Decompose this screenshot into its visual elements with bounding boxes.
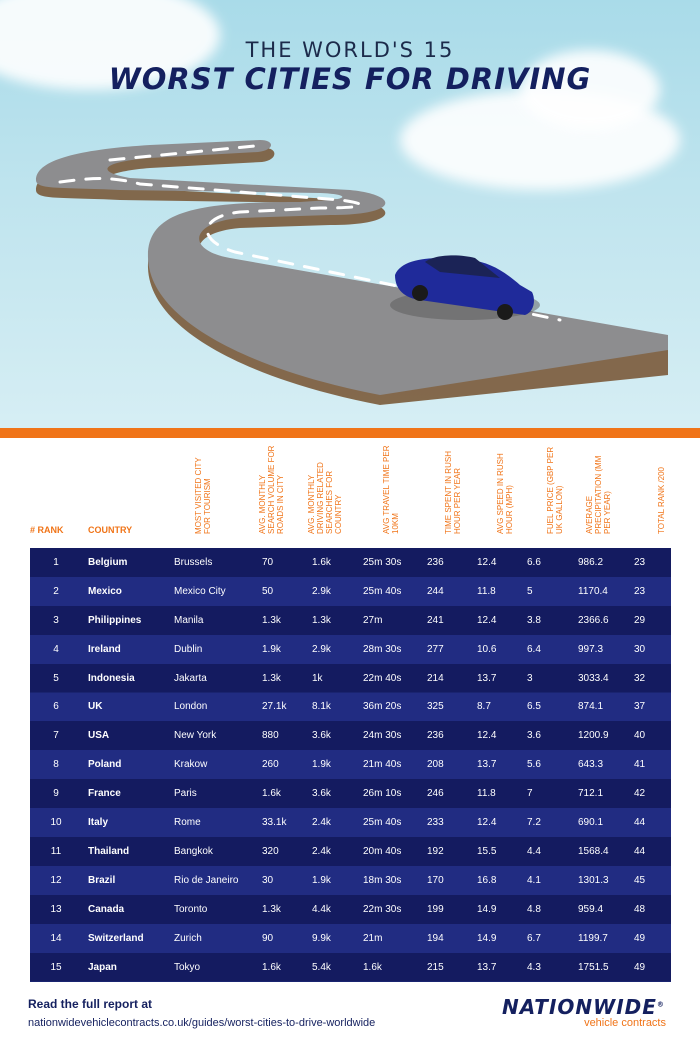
cell-rush-speed: 12.4 xyxy=(477,614,497,626)
cell-city: Tokyo xyxy=(174,961,201,973)
cell-travel: 28m 30s xyxy=(363,643,402,655)
cell-fuel: 4.8 xyxy=(527,903,541,915)
cell-fuel: 3 xyxy=(527,672,533,684)
cell-country: Canada xyxy=(88,903,125,915)
cell-total: 44 xyxy=(634,817,646,829)
cell-precip: 1301.3 xyxy=(578,874,609,886)
cell-driving: 9.9k xyxy=(312,932,331,944)
footer-title: Read the full report at xyxy=(28,997,153,1011)
cell-rank: 3 xyxy=(53,614,59,626)
cell-country: Poland xyxy=(88,759,122,771)
cell-driving: 3.6k xyxy=(312,730,331,742)
logo-wordmark: NATIONWIDE® xyxy=(502,995,665,1019)
cell-rush-speed: 8.7 xyxy=(477,701,491,713)
cell-driving: 3.6k xyxy=(312,788,331,800)
cell-rank: 12 xyxy=(50,874,62,886)
cell-rank: 5 xyxy=(53,672,59,684)
cell-travel: 36m 20s xyxy=(363,701,402,713)
header-country: COUNTRY xyxy=(88,525,133,535)
cell-country: Italy xyxy=(88,817,109,829)
cell-total: 32 xyxy=(634,672,646,684)
cell-search: 1.3k xyxy=(262,614,281,626)
cell-rush-speed: 16.8 xyxy=(477,874,497,886)
cell-search: 1.6k xyxy=(262,788,281,800)
cell-rush-speed: 13.7 xyxy=(477,961,497,973)
table-row xyxy=(30,895,671,924)
cell-driving: 2.4k xyxy=(312,817,331,829)
cell-fuel: 3.6 xyxy=(527,730,541,742)
rankings-table xyxy=(30,548,671,982)
cell-rush-speed: 14.9 xyxy=(477,932,497,944)
cell-country: Brazil xyxy=(88,874,116,886)
cell-total: 49 xyxy=(634,932,646,944)
cell-driving: 1k xyxy=(312,672,323,684)
table-row xyxy=(30,779,671,808)
cell-total: 23 xyxy=(634,556,646,568)
cell-rush-time: 233 xyxy=(427,817,444,829)
cell-driving: 2.9k xyxy=(312,585,331,597)
cell-fuel: 4.4 xyxy=(527,845,541,857)
cell-fuel: 3.8 xyxy=(527,614,541,626)
cell-search: 27.1k xyxy=(262,701,287,713)
header-total: TOTAL RANK /200 xyxy=(657,467,666,534)
table-row xyxy=(30,664,671,693)
cell-country: Ireland xyxy=(88,643,121,655)
cell-city: New York xyxy=(174,730,217,742)
cell-search: 1.9k xyxy=(262,643,281,655)
cell-rank: 8 xyxy=(53,759,59,771)
cell-rank: 9 xyxy=(53,788,59,800)
cell-city: Rome xyxy=(174,817,201,829)
cell-rush-time: 246 xyxy=(427,788,444,800)
cell-precip: 1568.4 xyxy=(578,845,609,857)
cell-rush-time: 199 xyxy=(427,903,444,915)
cell-search: 30 xyxy=(262,874,274,886)
cell-total: 44 xyxy=(634,845,646,857)
cell-rush-time: 325 xyxy=(427,701,444,713)
cell-fuel: 6.5 xyxy=(527,701,541,713)
cell-total: 40 xyxy=(634,730,646,742)
table-header xyxy=(0,440,700,540)
cell-rush-speed: 15.5 xyxy=(477,845,497,857)
cell-driving: 1.6k xyxy=(312,556,331,568)
cell-rank: 11 xyxy=(50,845,62,857)
cell-total: 42 xyxy=(634,788,646,800)
cell-rush-speed: 10.6 xyxy=(477,643,497,655)
cell-rush-speed: 13.7 xyxy=(477,759,497,771)
table-row xyxy=(30,693,671,722)
cell-rush-speed: 11.8 xyxy=(477,585,496,597)
cell-rank: 2 xyxy=(53,585,59,597)
cell-rank: 1 xyxy=(53,556,59,568)
cell-driving: 2.9k xyxy=(312,643,331,655)
cell-search: 1.3k xyxy=(262,903,281,915)
cell-country: USA xyxy=(88,730,110,742)
cell-rush-time: 192 xyxy=(427,845,444,857)
cell-city: Brussels xyxy=(174,556,213,568)
cell-rank: 14 xyxy=(50,932,62,944)
cell-city: Jakarta xyxy=(174,672,207,684)
cell-total: 48 xyxy=(634,903,646,915)
cell-precip: 643.3 xyxy=(578,759,604,771)
cell-rush-time: 236 xyxy=(427,730,444,742)
header-rush-speed: AVG SPEED IN RUSH HOUR (MPH) xyxy=(496,453,514,534)
nationwide-logo xyxy=(502,995,672,1035)
cell-search: 260 xyxy=(262,759,279,771)
cell-travel: 20m 40s xyxy=(363,845,402,857)
cell-rush-speed: 12.4 xyxy=(477,817,497,829)
cell-total: 41 xyxy=(634,759,646,771)
cell-country: France xyxy=(88,788,121,800)
cell-precip: 1170.4 xyxy=(578,585,608,597)
cell-search: 70 xyxy=(262,556,274,568)
cell-city: Zurich xyxy=(174,932,202,944)
cell-total: 45 xyxy=(634,874,646,886)
cell-country: Philippines xyxy=(88,614,142,626)
cell-search: 1.3k xyxy=(262,672,281,684)
cell-city: Manila xyxy=(174,614,204,626)
cell-precip: 3033.4 xyxy=(578,672,609,684)
title-top: THE WORLD'S 15 xyxy=(245,38,455,62)
cell-search: 90 xyxy=(262,932,274,944)
cell-rush-time: 194 xyxy=(427,932,444,944)
orange-divider xyxy=(0,428,700,438)
cell-driving: 1.9k xyxy=(312,874,331,886)
table-row xyxy=(30,866,671,895)
cell-rush-time: 170 xyxy=(427,874,444,886)
cell-rush-speed: 12.4 xyxy=(477,730,497,742)
cell-city: Krakow xyxy=(174,759,208,771)
cell-rush-time: 208 xyxy=(427,759,444,771)
cell-city: Dublin xyxy=(174,643,203,655)
cell-country: Switzerland xyxy=(88,932,144,944)
header-driving: AVG. MONTHLY DRIVING RELATED SEARCHES FOR COUNTRY xyxy=(307,462,343,534)
cell-fuel: 6.4 xyxy=(527,643,541,655)
cell-precip: 1200.9 xyxy=(578,730,609,742)
cell-rush-time: 241 xyxy=(427,614,444,626)
cell-travel: 25m 40s xyxy=(363,817,402,829)
hero-illustration xyxy=(0,0,700,428)
cell-precip: 874.1 xyxy=(578,701,604,713)
table-row xyxy=(30,606,671,635)
cell-fuel: 5.6 xyxy=(527,759,541,771)
cell-rush-time: 214 xyxy=(427,672,444,684)
cell-driving: 2.4k xyxy=(312,845,331,857)
cell-travel: 26m 10s xyxy=(363,788,402,800)
cell-travel: 25m 40s xyxy=(363,585,402,597)
cell-rank: 6 xyxy=(53,701,59,713)
table-row xyxy=(30,924,671,953)
table-row xyxy=(30,750,671,779)
cell-city: London xyxy=(174,701,208,713)
cell-precip: 959.4 xyxy=(578,903,604,915)
table-row xyxy=(30,808,671,837)
header-city: MOST VISITED CITY FOR TOURISM xyxy=(194,457,212,534)
cell-precip: 690.1 xyxy=(578,817,604,829)
cell-total: 29 xyxy=(634,614,646,626)
cell-precip: 986.2 xyxy=(578,556,604,568)
cell-travel: 25m 30s xyxy=(363,556,402,568)
cell-travel: 24m 30s xyxy=(363,730,402,742)
cell-total: 49 xyxy=(634,961,646,973)
cell-country: Thailand xyxy=(88,845,130,857)
cell-rush-speed: 12.4 xyxy=(477,556,497,568)
cell-country: UK xyxy=(88,701,103,713)
cell-search: 320 xyxy=(262,845,279,857)
header-travel: AVG TRAVEL TIME PER 10KM xyxy=(382,445,400,534)
cell-travel: 27m xyxy=(363,614,383,626)
cell-driving: 1.9k xyxy=(312,759,331,771)
cell-fuel: 4.3 xyxy=(527,961,541,973)
logo-subtitle: vehicle contracts xyxy=(584,1017,666,1029)
cell-travel: 22m 40s xyxy=(363,672,402,684)
cell-rush-time: 277 xyxy=(427,643,444,655)
table-row xyxy=(30,953,671,982)
cell-city: Bangkok xyxy=(174,845,213,857)
cell-precip: 1751.5 xyxy=(578,961,609,973)
cell-search: 50 xyxy=(262,585,274,597)
cell-city: Mexico City xyxy=(174,585,226,597)
header-rank: # RANK xyxy=(30,525,64,535)
cell-rush-speed: 14.9 xyxy=(477,903,497,915)
page-title: WORST CITIES FOR DRIVING xyxy=(108,62,592,96)
cell-driving: 1.3k xyxy=(312,614,331,626)
cell-search: 880 xyxy=(262,730,279,742)
table-row xyxy=(30,721,671,750)
cell-travel: 21m xyxy=(363,932,383,944)
cell-total: 23 xyxy=(634,585,646,597)
car-illustration xyxy=(390,255,540,320)
cell-precip: 2366.6 xyxy=(578,614,609,626)
cell-rank: 10 xyxy=(50,817,62,829)
cell-city: Paris xyxy=(174,788,197,800)
cell-country: Indonesia xyxy=(88,672,135,684)
cell-city: Toronto xyxy=(174,903,208,915)
cell-driving: 8.1k xyxy=(312,701,331,713)
cell-rank: 13 xyxy=(50,903,62,915)
cell-rush-speed: 11.8 xyxy=(477,788,496,800)
cell-search: 33.1k xyxy=(262,817,287,829)
cell-fuel: 6.7 xyxy=(527,932,541,944)
header-rush-time: TIME SPENT IN RUSH HOUR PER YEAR xyxy=(444,451,462,534)
cell-search: 1.6k xyxy=(262,961,281,973)
table-row xyxy=(30,635,671,664)
cell-precip: 712.1 xyxy=(578,788,604,800)
cell-rush-time: 244 xyxy=(427,585,444,597)
table-row xyxy=(30,837,671,866)
cell-rank: 4 xyxy=(53,643,59,655)
cell-rank: 15 xyxy=(50,961,62,973)
cell-fuel: 5 xyxy=(527,585,533,597)
cell-rush-speed: 13.7 xyxy=(477,672,497,684)
cell-city: Rio de Janeiro xyxy=(174,874,239,886)
cell-country: Mexico xyxy=(88,585,122,597)
table-row xyxy=(30,548,671,577)
cell-driving: 5.4k xyxy=(312,961,331,973)
cell-rush-time: 215 xyxy=(427,961,444,973)
cell-fuel: 7 xyxy=(527,788,533,800)
cell-rank: 7 xyxy=(53,730,59,742)
cell-fuel: 7.2 xyxy=(527,817,541,829)
report-link[interactable]: nationwidevehiclecontracts.co.uk/guides/worst-cities-to-drive-worldwide xyxy=(28,1017,376,1029)
cell-driving: 4.4k xyxy=(312,903,331,915)
cell-travel: 22m 30s xyxy=(363,903,402,915)
cell-precip: 997.3 xyxy=(578,643,604,655)
header-precip: AVERAGE PRECIPITATION (MM PER YEAR) xyxy=(585,455,612,534)
cell-fuel: 4.1 xyxy=(527,874,541,886)
cell-total: 30 xyxy=(634,643,646,655)
cell-rush-time: 236 xyxy=(427,556,444,568)
cell-total: 37 xyxy=(634,701,646,713)
cell-travel: 1.6k xyxy=(363,961,382,973)
cell-country: Japan xyxy=(88,961,117,973)
header-fuel: FUEL PRICE (GBP PER UK GALLON) xyxy=(546,446,564,534)
cell-fuel: 6.6 xyxy=(527,556,541,568)
cell-travel: 21m 40s xyxy=(363,759,402,771)
cell-travel: 18m 30s xyxy=(363,874,402,886)
cell-country: Belgium xyxy=(88,556,128,568)
header-search: AVG. MONTHLY SEARCH VOLUME FOR ROADS IN CITY xyxy=(258,445,285,534)
table-row xyxy=(30,577,671,606)
cell-precip: 1199.7 xyxy=(578,932,608,944)
